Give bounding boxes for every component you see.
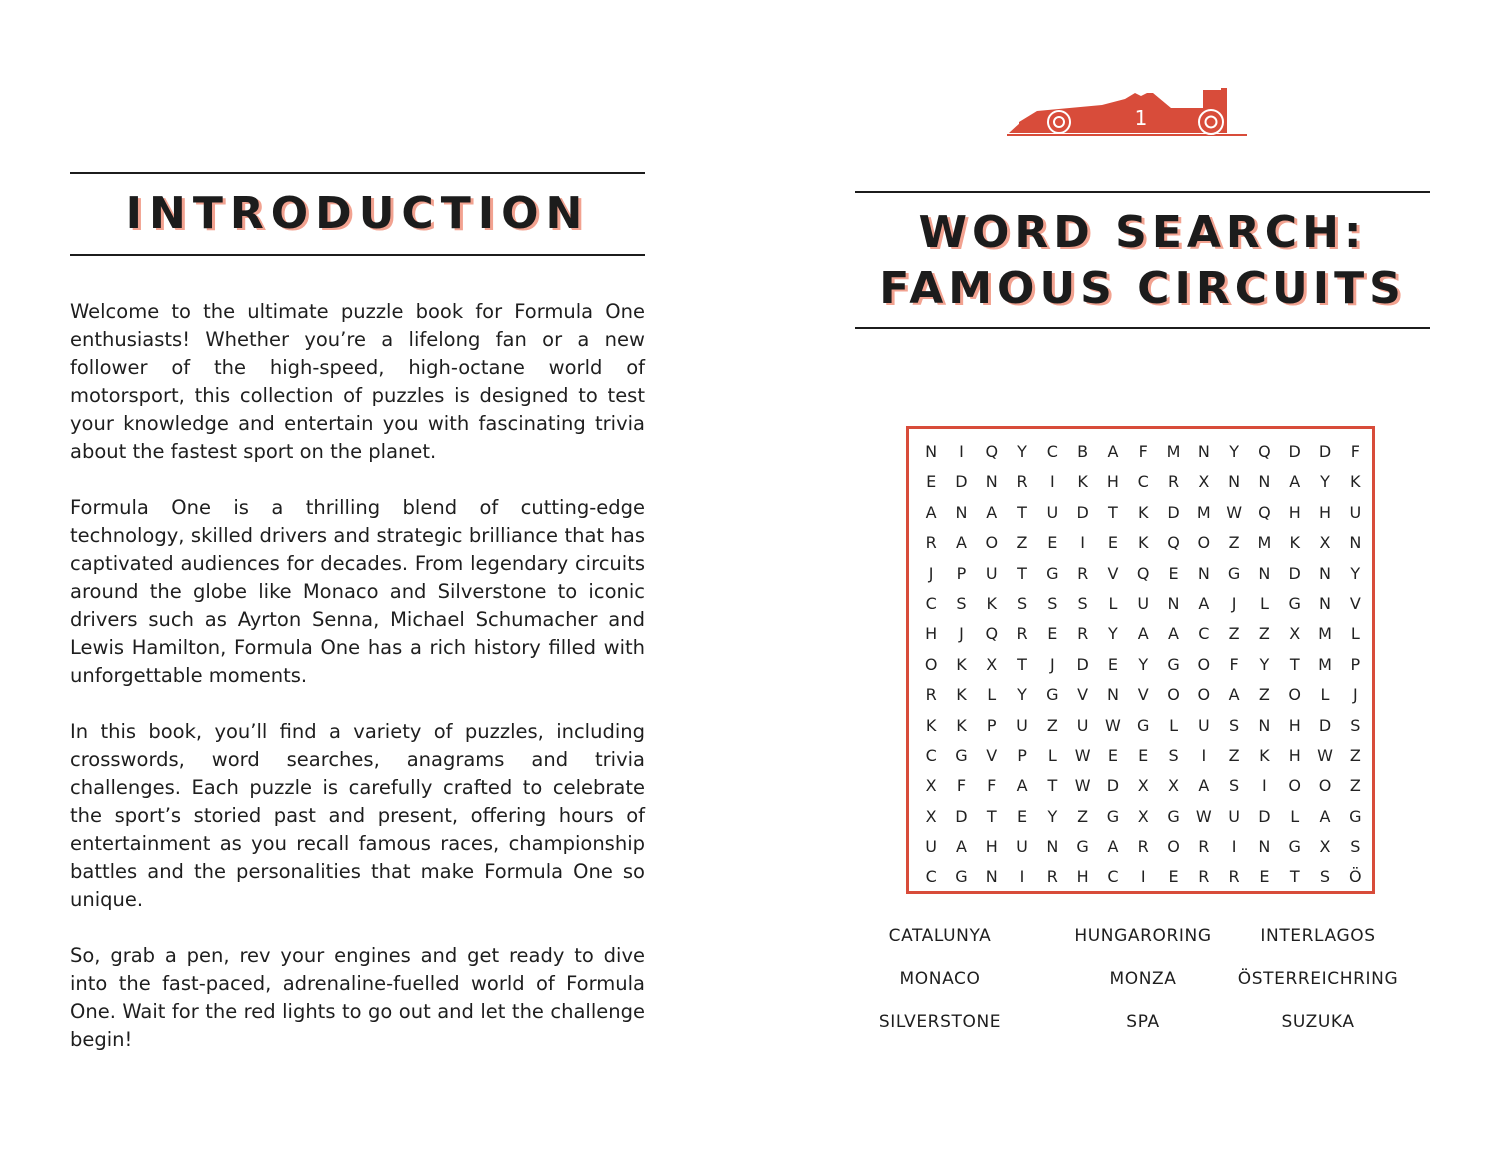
grid-letter: E <box>1259 867 1270 887</box>
grid-letter: E <box>1107 654 1118 674</box>
grid-letter: Y <box>1047 806 1058 826</box>
grid-letter: A <box>1137 624 1149 644</box>
grid-letter: A <box>1016 776 1028 796</box>
grid-letter: P <box>1350 654 1361 674</box>
grid-letter: N <box>985 867 998 887</box>
grid-letter: A <box>955 837 967 857</box>
grid-letter: J <box>1231 593 1237 613</box>
grid-letter: O <box>924 654 938 674</box>
word-search-page <box>855 0 1430 1151</box>
grid-letter: R <box>1016 624 1028 644</box>
grid-letter: G <box>1167 654 1180 674</box>
grid-letter: N <box>1258 715 1271 735</box>
grid-letter: H <box>1106 472 1119 492</box>
grid-letter: J <box>959 624 964 644</box>
grid-letter: N <box>1258 472 1271 492</box>
grid-letter: U <box>1228 806 1240 826</box>
word-search-grid-frame <box>906 426 1375 894</box>
grid-letter: T <box>1289 654 1300 674</box>
grid-letter: E <box>1168 867 1179 887</box>
grid-letter: Z <box>1258 685 1270 705</box>
grid-letter: R <box>1077 624 1089 644</box>
word-item: SPA <box>1126 1012 1160 1032</box>
grid-letter: R <box>1198 837 1210 857</box>
grid-letter: R <box>925 533 937 553</box>
title-line-1: WORD SEARCH: <box>918 207 1367 258</box>
grid-letter: Q <box>985 442 999 461</box>
grid-letter: A <box>1107 837 1119 857</box>
grid-letter: D <box>1288 442 1301 461</box>
word-list-row <box>855 1012 1430 1055</box>
grid-letter: M <box>1318 624 1332 644</box>
grid-letter: C <box>925 867 937 887</box>
word-list-row <box>855 926 1430 969</box>
grid-letter: K <box>1137 533 1149 553</box>
grid-letter: G <box>1137 715 1150 735</box>
grid-letter: U <box>925 837 937 857</box>
grid-letter: X <box>1198 472 1210 492</box>
word-item: SILVERSTONE <box>878 1012 1002 1032</box>
grid-letter: A <box>1168 624 1179 644</box>
grid-letter: N <box>1319 563 1331 583</box>
grid-letter: S <box>1047 593 1058 613</box>
grid-letter: N <box>925 442 938 461</box>
grid-letter: M <box>1196 502 1211 522</box>
grid-letter: C <box>1046 442 1058 461</box>
grid-letter: F <box>987 776 997 796</box>
grid-letter: G <box>1227 563 1241 583</box>
grid-letter: K <box>1259 745 1270 765</box>
grid-letter: D <box>1167 502 1180 522</box>
grid-letter: S <box>1077 593 1088 613</box>
introduction-title: INTRODUCTION <box>125 188 590 239</box>
grid-letter: G <box>1288 593 1301 613</box>
grid-letter: D <box>955 806 968 826</box>
grid-letter: N <box>1167 593 1180 613</box>
word-item: HUNGARORING <box>1074 926 1212 946</box>
grid-letter: K <box>956 654 967 674</box>
grid-letter: E <box>1168 563 1179 583</box>
grid-letter: E <box>1016 806 1028 826</box>
title-bottom-rule <box>70 254 645 256</box>
grid-letter: D <box>1076 502 1089 522</box>
grid-letter: L <box>1320 685 1330 705</box>
grid-letter: R <box>1016 472 1028 492</box>
grid-letter: S <box>1350 715 1361 735</box>
grid-letter: D <box>1076 654 1089 674</box>
grid-letter: I <box>1231 837 1237 857</box>
grid-letter: G <box>1046 563 1059 583</box>
grid-letter: Z <box>1258 624 1270 644</box>
grid-letter: U <box>1349 502 1362 522</box>
word-list <box>855 926 1430 1055</box>
grid-letter: A <box>1107 442 1119 461</box>
grid-letter: P <box>986 715 997 735</box>
grid-letter: E <box>1107 745 1118 765</box>
grid-letter: L <box>1047 745 1057 765</box>
grid-letter: R <box>925 685 937 705</box>
grid-letter: Y <box>1350 563 1361 583</box>
grid-letter: X <box>1137 776 1149 796</box>
grid-letter: S <box>1016 593 1028 613</box>
grid-letter: Z <box>1228 533 1240 553</box>
grid-letter: U <box>1016 715 1028 735</box>
word-item: MONZA <box>1109 969 1177 989</box>
grid-letter: H <box>1318 502 1332 522</box>
grid-letter: C <box>1107 867 1119 887</box>
grid-letter: K <box>1289 533 1300 553</box>
grid-letter: Y <box>1017 442 1027 461</box>
grid-letter: Q <box>1167 533 1180 553</box>
grid-letter: N <box>1319 593 1331 613</box>
grid-letter: I <box>1049 472 1055 492</box>
grid-letter: L <box>1108 593 1118 613</box>
grid-letter: H <box>1288 502 1301 522</box>
grid-letter: Q <box>1136 563 1150 583</box>
grid-letter: S <box>1229 715 1240 735</box>
grid-letter: I <box>1080 533 1085 553</box>
grid-letter: F <box>1350 442 1360 461</box>
grid-letter: E <box>1047 533 1058 553</box>
grid-letter: F <box>956 776 967 796</box>
grid-letter: E <box>1107 533 1118 553</box>
grid-letter: N <box>955 502 968 522</box>
grid-letter: X <box>1137 806 1149 826</box>
grid-letter: G <box>955 867 968 887</box>
grid-letter: X <box>925 806 937 826</box>
grid-letter: V <box>1349 593 1361 613</box>
grid-letter: V <box>1137 685 1149 705</box>
grid-letter: M <box>1257 533 1272 553</box>
grid-letter: C <box>925 745 937 765</box>
grid-letter: T <box>1017 502 1027 522</box>
grid-letter: R <box>1077 563 1089 583</box>
title-line-2: FAMOUS CIRCUITS <box>879 263 1406 314</box>
grid-letter: Z <box>1349 745 1361 765</box>
intro-paragraph: In this book, you’ll find a variety of puzzles, including crosswords, word searches, anagrams and trivia challenges. Each puzzle is carefully crafted to celebrate the sport’s storied past and present, offering hours of entertainment as you recall famous races, championship battles and the personalities that make Formula One so unique. <box>70 720 645 911</box>
title-top-rule <box>855 191 1430 193</box>
grid-letter: M <box>1318 654 1332 674</box>
car-number: 1 <box>1134 106 1148 130</box>
grid-letter: T <box>1047 776 1058 796</box>
grid-letter: W <box>1226 502 1243 522</box>
grid-letter: U <box>1076 715 1089 735</box>
grid-letter: V <box>1107 563 1119 583</box>
grid-letter: N <box>1349 533 1362 553</box>
grid-letter: S <box>1168 745 1179 765</box>
grid-letter: E <box>1138 745 1149 765</box>
grid-letter: K <box>1137 502 1149 522</box>
grid-letter: N <box>1197 563 1210 583</box>
grid-letter: Z <box>1228 745 1240 765</box>
grid-letter: A <box>1198 776 1210 796</box>
grid-letter: N <box>985 472 998 492</box>
grid-letter: T <box>1108 502 1118 522</box>
grid-letter: H <box>1076 867 1089 887</box>
grid-letter: G <box>1046 685 1059 705</box>
grid-letter: H <box>1288 745 1301 765</box>
grid-letter: W <box>1317 745 1333 765</box>
grid-letter: U <box>985 563 998 583</box>
word-item: CATALUNYA <box>888 926 992 946</box>
grid-letter: Z <box>1016 533 1028 553</box>
grid-letter: I <box>1019 867 1025 887</box>
grid-letter: A <box>1198 593 1210 613</box>
grid-letter: T <box>1289 867 1300 887</box>
grid-letter: I <box>1140 867 1146 887</box>
grid-letter: T <box>1017 654 1027 674</box>
word-item: INTERLAGOS <box>1260 926 1376 946</box>
grid-letter: K <box>1077 472 1088 492</box>
grid-letter: F <box>1138 442 1148 461</box>
grid-letter: A <box>1289 472 1301 492</box>
grid-letter: L <box>987 685 997 705</box>
grid-letter: A <box>986 502 998 522</box>
grid-letter: X <box>1289 624 1301 644</box>
intro-paragraph: Welcome to the ultimate puzzle book for Formula One enthusiasts! Whether you’re a lifelong fan or a new follower of the high-speed, high-octane world of motorsport, this collection of puzzles is designed to test your knowledge and entertain you with fascinating trivia about the fastest sport on the planet. <box>70 300 645 463</box>
grid-letter: O <box>1197 654 1211 674</box>
grid-letter: J <box>1049 654 1055 674</box>
grid-letter: Ö <box>1349 867 1362 887</box>
grid-letter: H <box>1288 715 1301 735</box>
formula-one-car-icon <box>1007 86 1247 140</box>
grid-letter: W <box>1074 745 1091 765</box>
grid-letter: C <box>1137 472 1149 492</box>
grid-letter: W <box>1105 715 1121 735</box>
grid-letter: J <box>1352 685 1358 705</box>
grid-letter: Y <box>1259 654 1270 674</box>
grid-letter: W <box>1195 806 1212 826</box>
grid-letter: K <box>1350 472 1361 492</box>
grid-letter: J <box>928 563 934 583</box>
grid-letter: R <box>1046 867 1058 887</box>
grid-letter: R <box>1198 867 1210 887</box>
word-item: SUZUKA <box>1281 1012 1355 1032</box>
grid-letter: L <box>1290 806 1300 826</box>
grid-letter: Y <box>1108 624 1118 644</box>
grid-letter: D <box>1106 776 1120 796</box>
grid-letter: M <box>1166 442 1181 461</box>
grid-letter: L <box>1259 593 1269 613</box>
grid-letter: Y <box>1138 654 1149 674</box>
grid-letter: G <box>1106 806 1120 826</box>
grid-letter: Y <box>1017 685 1027 705</box>
title-bottom-rule <box>855 327 1430 329</box>
grid-letter: O <box>985 533 999 553</box>
grid-letter: V <box>986 745 998 765</box>
grid-letter: E <box>1047 624 1058 644</box>
intro-paragraph: Formula One is a thrilling blend of cutting-edge technology, skilled drivers and strategic brilliance that has captivated audiences for decades. From legendary circuits around the globe like Monaco and Silverstone to iconic drivers such as Ayrton Senna, Michael Schumacher and Lewis Hamilton, Formula One has a rich history filled with unforgettable moments. <box>70 496 645 687</box>
grid-letter: X <box>986 654 998 674</box>
grid-letter: L <box>1169 715 1178 735</box>
grid-letter: O <box>1197 533 1211 553</box>
grid-letter: N <box>1197 442 1210 461</box>
grid-letter: G <box>1167 806 1180 826</box>
grid-letter: Z <box>1228 624 1240 644</box>
introduction-body <box>70 298 645 1054</box>
grid-letter: A <box>1319 806 1331 826</box>
grid-letter: O <box>1318 776 1332 796</box>
word-list-row <box>855 969 1430 1012</box>
grid-letter: I <box>959 442 964 461</box>
grid-letter: T <box>1017 563 1027 583</box>
grid-letter: F <box>1229 654 1239 674</box>
introduction-page <box>70 172 645 1082</box>
grid-letter: P <box>1017 745 1027 765</box>
grid-letter: W <box>1074 776 1091 796</box>
grid-letter: C <box>925 593 937 613</box>
grid-letter: L <box>1350 624 1360 644</box>
grid-letter: H <box>985 837 998 857</box>
grid-letter: V <box>1077 685 1089 705</box>
grid-letter: R <box>1137 837 1149 857</box>
grid-letter: A <box>925 502 937 522</box>
grid-letter: U <box>1137 593 1150 613</box>
grid-letter: D <box>1318 442 1332 461</box>
grid-letter: Z <box>1349 776 1361 796</box>
grid-letter: A <box>1228 685 1240 705</box>
grid-letter: E <box>926 472 937 492</box>
grid-letter: S <box>1319 867 1331 887</box>
grid-letter: P <box>956 563 967 583</box>
grid-letter: Z <box>1077 806 1089 826</box>
grid-letter: B <box>1077 442 1089 461</box>
grid-letter: X <box>925 776 937 796</box>
grid-letter: D <box>1288 563 1301 583</box>
grid-letter: D <box>1258 806 1271 826</box>
grid-letter: Z <box>1046 715 1058 735</box>
grid-letter: A <box>955 533 967 553</box>
grid-letter: I <box>1201 745 1207 765</box>
grid-letter: Q <box>985 624 999 644</box>
grid-letter: O <box>1197 685 1211 705</box>
grid-letter: O <box>1288 776 1301 796</box>
grid-letter: K <box>925 715 937 735</box>
word-search-title <box>855 205 1430 317</box>
grid-letter: Y <box>1229 442 1239 461</box>
grid-letter: X <box>1168 776 1179 796</box>
grid-letter: I <box>1262 776 1267 796</box>
grid-letter: D <box>955 472 968 492</box>
grid-letter: Q <box>1258 502 1271 522</box>
intro-paragraph: So, grab a pen, rev your engines and get ready to dive into the fast-paced, adrenaline-fuelled world of Formula One. Wait for the red lights to go out and let the challenge begin! <box>70 944 645 1051</box>
grid-letter: O <box>1167 685 1180 705</box>
grid-letter: N <box>1106 685 1119 705</box>
grid-letter: O <box>1167 837 1180 857</box>
grid-letter: U <box>1016 837 1028 857</box>
grid-letter: U <box>1197 715 1210 735</box>
grid-letter: G <box>1349 806 1362 826</box>
grid-letter: U <box>1046 502 1059 522</box>
word-item: MONACO <box>899 969 981 989</box>
grid-letter: T <box>986 806 997 826</box>
grid-letter: C <box>1198 624 1210 644</box>
letter-grid <box>916 437 1371 893</box>
grid-letter: H <box>925 624 938 644</box>
grid-letter: X <box>1319 837 1331 857</box>
grid-letter: S <box>956 593 967 613</box>
grid-letter: X <box>1319 533 1331 553</box>
grid-letter: N <box>1046 837 1059 857</box>
grid-letter: K <box>956 685 967 705</box>
grid-letter: G <box>955 745 968 765</box>
grid-letter: G <box>1076 837 1089 857</box>
grid-letter: R <box>1228 867 1240 887</box>
grid-letter: K <box>986 593 997 613</box>
grid-letter: Q <box>1258 442 1271 461</box>
grid-letter: Y <box>1320 472 1330 492</box>
grid-letter: N <box>1228 472 1241 492</box>
grid-letter: D <box>1318 715 1332 735</box>
grid-letter: R <box>1167 472 1180 492</box>
grid-letter: S <box>1229 776 1240 796</box>
grid-letter: S <box>1350 837 1361 857</box>
grid-letter: O <box>1288 685 1301 705</box>
grid-letter: N <box>1258 563 1271 583</box>
grid-letter: N <box>1258 837 1271 857</box>
word-item: ÖSTERREICHRING <box>1237 969 1399 989</box>
grid-letter: K <box>956 715 967 735</box>
grid-letter: G <box>1288 837 1301 857</box>
